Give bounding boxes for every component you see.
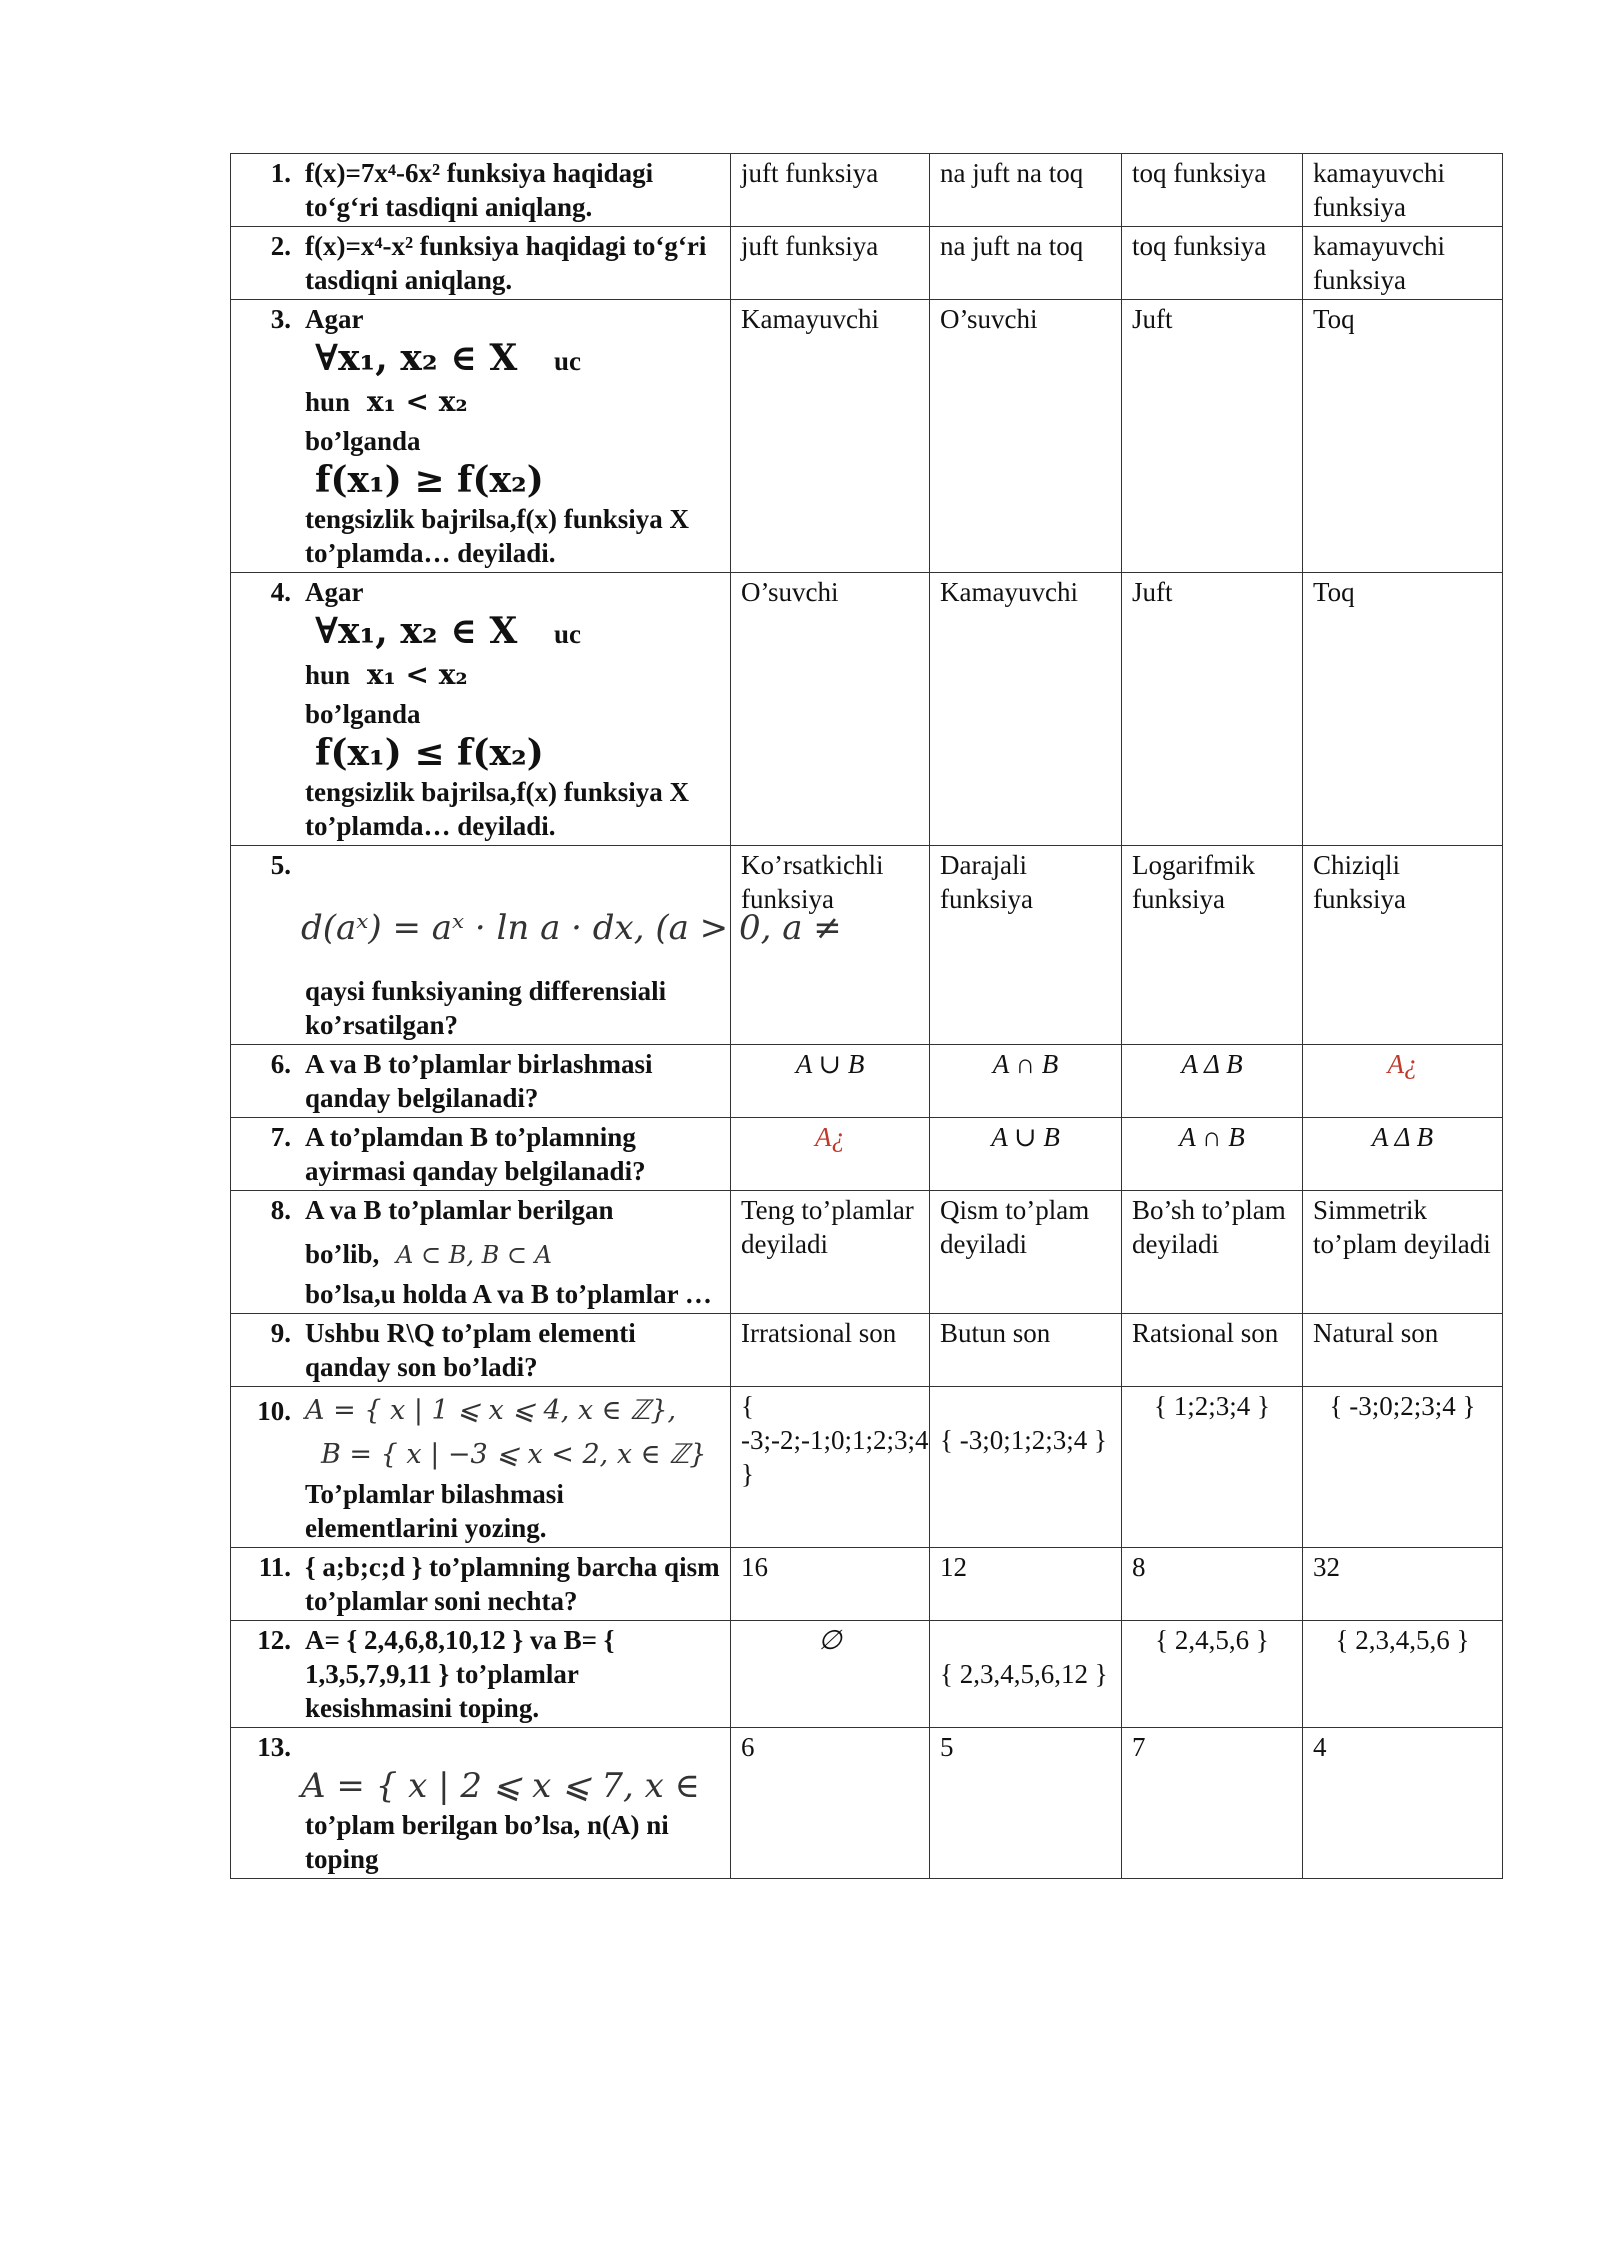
question-text: f(x)=x⁴-x² funksiya haqidagi to‘g‘ri tasdiqni aniqlang. — [305, 231, 707, 295]
answer-c: toq funksiya — [1122, 227, 1303, 300]
formula: B = { x | −3 ⩽ x < 2, x ∈ ℤ} — [321, 1439, 707, 1470]
question-number: 9. — [270, 1318, 291, 1348]
answer-a: A¿ — [731, 1118, 930, 1191]
answer-b: 5 — [930, 1728, 1122, 1879]
question-number: 2. — [270, 231, 291, 261]
answer-c: Bo’sh to’plam deyiladi — [1122, 1191, 1303, 1314]
answer-b: A ∩ B — [930, 1045, 1122, 1118]
answer-d: kamayuvchi funksiya — [1303, 227, 1503, 300]
table-row — [231, 1118, 1503, 1191]
question-number: 1. — [270, 158, 291, 188]
question-number: 12. — [257, 1625, 291, 1655]
question-cell — [231, 573, 731, 846]
answer-c: { 2,4,5,6 } — [1122, 1621, 1303, 1728]
answer-a: Kamayuvchi — [731, 300, 930, 573]
answer-b: Darajali funksiya — [930, 846, 1122, 1045]
question-cell — [231, 1118, 731, 1191]
table-row — [231, 227, 1503, 300]
table-row — [231, 1191, 1503, 1314]
answer-a: ∅ — [731, 1621, 930, 1728]
question-text: To’plamlar bilashmasi elementlarini yozing. — [305, 1479, 564, 1543]
answer-b: Qism to’plam deyiladi — [930, 1191, 1122, 1314]
answer-a: { -3;-2;-1;0;1;2;3;4 } — [731, 1387, 930, 1548]
question-text: A va B to’plamlar birlashmasi qanday belgilanadi? — [305, 1049, 653, 1113]
answer-d: Chiziqli funksiya — [1303, 846, 1503, 1045]
answer-a: Irratsional son — [731, 1314, 930, 1387]
table-row — [231, 1045, 1503, 1118]
table-row — [231, 1387, 1503, 1548]
question-cell — [231, 1045, 731, 1118]
answer-a: 16 — [731, 1548, 930, 1621]
question-text: f(x)=7x⁴-6x² funksiya haqidagi to‘g‘ri tasdiqni aniqlang. — [305, 158, 654, 222]
question-text: bo’lganda — [305, 426, 421, 456]
formula: d(aˣ) = aˣ · ln a · dx, (a > 0, a ≠ — [301, 908, 842, 948]
question-text: Agar — [305, 304, 364, 334]
answer-d: A Δ B — [1303, 1118, 1503, 1191]
question-number: 5. — [270, 850, 291, 880]
answer-c: Ratsional son — [1122, 1314, 1303, 1387]
question-text: Agar — [305, 577, 364, 607]
question-number: 7. — [270, 1122, 291, 1152]
question-number: 3. — [270, 304, 291, 334]
answer-d: A¿ — [1303, 1045, 1503, 1118]
answer-d: Toq — [1303, 300, 1503, 573]
question-text: tengsizlik bajrilsa,f(x) funksiya X to’plamda… deyiladi. — [305, 777, 690, 841]
formula: x₁ < x₂ — [366, 658, 468, 691]
question-text: uc — [554, 619, 582, 649]
question-number: 8. — [270, 1195, 291, 1225]
question-number: 6. — [270, 1049, 291, 1079]
question-text: hun — [305, 660, 351, 690]
question-text: bo’lganda — [305, 699, 421, 729]
table-row — [231, 300, 1503, 573]
formula: f(x₁) ≤ f(x₂) — [315, 732, 544, 774]
formula: x₁ < x₂ — [366, 385, 468, 418]
question-cell — [231, 1314, 731, 1387]
table-row — [231, 1314, 1503, 1387]
answer-d: 4 — [1303, 1728, 1503, 1879]
question-text: bo’lib, — [305, 1239, 380, 1269]
formula: ∀x₁, x₂ ∈ X — [315, 337, 518, 379]
question-cell — [231, 1387, 731, 1548]
answer-b: na juft na toq — [930, 154, 1122, 227]
answer-d: Toq — [1303, 573, 1503, 846]
question-text: A to’plamdan B to’plamning ayirmasi qanday belgilanadi? — [305, 1122, 646, 1186]
question-text: { a;b;c;d } to’plamning barcha qism to’plamlar soni nechta? — [305, 1552, 720, 1616]
answer-b: Kamayuvchi — [930, 573, 1122, 846]
answer-d: { -3;0;2;3;4 } — [1303, 1387, 1503, 1548]
table-row — [231, 573, 1503, 846]
question-text: uc — [554, 346, 582, 376]
question-cell — [231, 1191, 731, 1314]
answer-a: juft funksiya — [731, 154, 930, 227]
answer-a: O’suvchi — [731, 573, 930, 846]
question-cell — [231, 300, 731, 573]
answer-c: 8 — [1122, 1548, 1303, 1621]
answer-d: { 2,3,4,5,6 } — [1303, 1621, 1503, 1728]
formula: ∀x₁, x₂ ∈ X — [315, 610, 518, 652]
answer-b: A ∪ B — [930, 1118, 1122, 1191]
question-text: to’plam berilgan bo’lsa, n(A) ni toping — [305, 1810, 669, 1874]
answer-c: 7 — [1122, 1728, 1303, 1879]
answer-c: toq funksiya — [1122, 154, 1303, 227]
question-number: 10. — [257, 1396, 291, 1426]
answer-b: 12 — [930, 1548, 1122, 1621]
question-number: 13. — [257, 1732, 291, 1762]
answer-c: A Δ B — [1122, 1045, 1303, 1118]
answer-b: na juft na toq — [930, 227, 1122, 300]
table-row — [231, 1548, 1503, 1621]
question-number: 4. — [270, 577, 291, 607]
answer-c: Juft — [1122, 300, 1303, 573]
answer-c: Juft — [1122, 573, 1303, 846]
answer-b: Butun son — [930, 1314, 1122, 1387]
table-row — [231, 1728, 1503, 1879]
question-text: Ushbu R\Q to’plam elementi qanday son bo’ladi? — [305, 1318, 636, 1382]
answer-b: { 2,3,4,5,6,12 } — [930, 1621, 1122, 1728]
question-cell — [231, 1621, 731, 1728]
quiz-table — [230, 153, 1503, 1879]
question-number: 11. — [258, 1552, 291, 1582]
question-text: A= { 2,4,6,8,10,12 } va B= { 1,3,5,7,9,11 } to’plamlar kesishmasini toping. — [305, 1625, 615, 1723]
question-text: bo’lsa,u holda A va B to’plamlar … — [305, 1279, 712, 1309]
answer-b: { -3;0;1;2;3;4 } — [930, 1387, 1122, 1548]
question-text: A va B to’plamlar berilgan — [305, 1195, 614, 1225]
answer-d: Simmetrik to’plam deyiladi — [1303, 1191, 1503, 1314]
answer-a: Teng to’plamlar deyiladi — [731, 1191, 930, 1314]
question-text: tengsizlik bajrilsa,f(x) funksiya X to’plamda… deyiladi. — [305, 504, 690, 568]
question-cell — [231, 1548, 731, 1621]
answer-d: Natural son — [1303, 1314, 1503, 1387]
answer-a: 6 — [731, 1728, 930, 1879]
answer-b: O’suvchi — [930, 300, 1122, 573]
formula: A = { x | 2 ⩽ x ⩽ 7, x ∈ — [301, 1766, 700, 1806]
formula: f(x₁) ≥ f(x₂) — [315, 459, 544, 501]
question-cell — [231, 227, 731, 300]
answer-c: A ∩ B — [1122, 1118, 1303, 1191]
table-row — [231, 846, 1503, 1045]
formula: A = { x | 1 ⩽ x ⩽ 4, x ∈ ℤ}, — [305, 1395, 677, 1426]
question-cell — [231, 1728, 731, 1879]
formula: A ⊂ B, B ⊂ A — [396, 1241, 552, 1269]
question-cell — [231, 154, 731, 227]
answer-c: Logarifmik funksiya — [1122, 846, 1303, 1045]
table-row — [231, 154, 1503, 227]
question-text: qaysi funksiyaning differensiali ko’rsatilgan? — [305, 976, 667, 1040]
table-row — [231, 1621, 1503, 1728]
answer-a: A ∪ B — [731, 1045, 930, 1118]
answer-a: Ko’rsatkichli funksiya — [731, 846, 930, 1045]
question-text: hun — [305, 387, 351, 417]
answer-d: 32 — [1303, 1548, 1503, 1621]
answer-c: { 1;2;3;4 } — [1122, 1387, 1303, 1548]
answer-a: juft funksiya — [731, 227, 930, 300]
answer-d: kamayuvchi funksiya — [1303, 154, 1503, 227]
